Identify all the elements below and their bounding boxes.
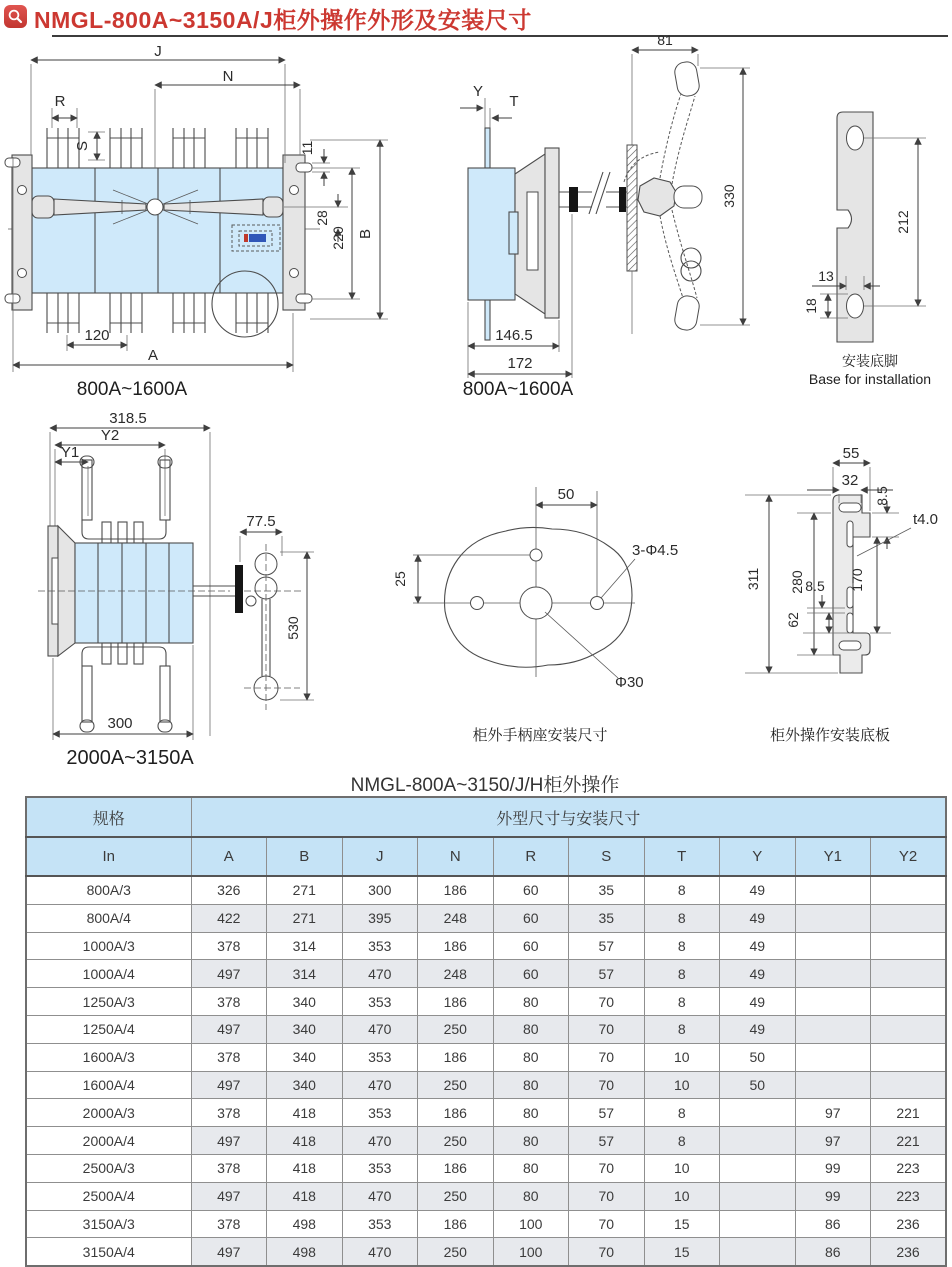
plate-slot-mid2 xyxy=(847,613,853,633)
dim-cell xyxy=(720,1154,796,1182)
dim-cell: 271 xyxy=(267,904,343,932)
dim-cell: 497 xyxy=(191,1127,267,1155)
dim-cell: 70 xyxy=(569,1238,645,1266)
seat-hole-top xyxy=(530,549,542,561)
front-view-caption: 800A~1600A xyxy=(76,379,188,400)
table-header-row-2 xyxy=(26,837,946,876)
dim-B xyxy=(310,140,388,319)
dim-label-120: 120 xyxy=(84,327,110,344)
table-title: NMGL-800A~3150/J/H柜外操作 xyxy=(350,775,620,796)
dim-label-318-5: 318.5 xyxy=(109,410,147,427)
dim-220 xyxy=(312,168,360,299)
dim-cell xyxy=(871,1015,947,1043)
col-header-r: R xyxy=(493,837,569,876)
dim-cell: 353 xyxy=(342,988,418,1016)
dim-label-300: 300 xyxy=(107,715,133,732)
dim-label-25: 25 xyxy=(392,571,408,587)
spec-cell: 2000A/4 xyxy=(26,1127,191,1155)
table-row xyxy=(26,1099,946,1127)
dim-Y2 xyxy=(55,427,165,530)
dim-cell: 326 xyxy=(191,876,267,904)
dim-cell xyxy=(795,988,871,1016)
dim-cell: 248 xyxy=(418,960,494,988)
dim-cell: 470 xyxy=(342,1238,418,1266)
spec-cell: 3150A/4 xyxy=(26,1238,191,1266)
dim-cell xyxy=(795,1015,871,1043)
dim-cell: 60 xyxy=(493,876,569,904)
dim-cell: 97 xyxy=(795,1099,871,1127)
dim-330 xyxy=(700,68,750,325)
dim-cell: 497 xyxy=(191,960,267,988)
spec-cell: 2500A/4 xyxy=(26,1182,191,1210)
dim-cell: 15 xyxy=(644,1210,720,1238)
dimension-table xyxy=(25,796,947,1267)
dim-cell: 70 xyxy=(569,1071,645,1099)
dim-cell: 186 xyxy=(418,932,494,960)
dim-label-s: S xyxy=(74,140,91,152)
dim-cell: 70 xyxy=(569,1210,645,1238)
dim-cell: 8 xyxy=(644,1127,720,1155)
col-header-t: T xyxy=(644,837,720,876)
col-header-spec: 规格 xyxy=(26,797,191,837)
dim-cell: 250 xyxy=(418,1071,494,1099)
dim-cell: 378 xyxy=(191,1099,267,1127)
dim-label-81: 81 xyxy=(657,32,673,48)
table-row xyxy=(26,1071,946,1099)
dim-cell xyxy=(871,932,947,960)
dim-label-t4: t4.0 xyxy=(913,511,939,528)
dim-cell: 100 xyxy=(493,1238,569,1266)
dim-cell: 498 xyxy=(267,1210,343,1238)
dim-cell: 50 xyxy=(720,1043,796,1071)
dim-cell: 10 xyxy=(644,1182,720,1210)
spec-cell: 1600A/4 xyxy=(26,1071,191,1099)
dim-cell: 49 xyxy=(720,960,796,988)
page-title: NMGL-800A~3150A/J柜外操作外形及安装尺寸 xyxy=(34,7,532,33)
panel-wall-hatch xyxy=(627,145,637,271)
dim-cell: 10 xyxy=(644,1071,720,1099)
dim-cell: 378 xyxy=(191,1154,267,1182)
dim-cell: 223 xyxy=(871,1154,947,1182)
base-hole-top xyxy=(847,126,864,150)
handle-seat-caption: 柜外手柄座安装尺寸 xyxy=(472,727,608,744)
dim-cell: 80 xyxy=(493,1182,569,1210)
dim-cell: 497 xyxy=(191,1238,267,1266)
dim-cell: 418 xyxy=(267,1182,343,1210)
table-row xyxy=(26,960,946,988)
dim-label-172: 172 xyxy=(507,355,533,372)
dim-cell: 340 xyxy=(267,1071,343,1099)
dim-cell: 250 xyxy=(418,1182,494,1210)
dim-cell xyxy=(871,960,947,988)
col-header-b: B xyxy=(267,837,343,876)
dim-cell: 186 xyxy=(418,1043,494,1071)
spec-cell: 1000A/4 xyxy=(26,960,191,988)
dim-cell: 57 xyxy=(569,1099,645,1127)
dim-cell: 8 xyxy=(644,876,720,904)
dim-label-11: 11 xyxy=(299,140,315,156)
dim-cell: 70 xyxy=(569,1015,645,1043)
dim-cell: 60 xyxy=(493,904,569,932)
dim-cell: 497 xyxy=(191,1071,267,1099)
seat-hole-left xyxy=(471,597,484,610)
dim-cell xyxy=(871,1071,947,1099)
col-header-a: A xyxy=(191,837,267,876)
dim-cell: 250 xyxy=(418,1238,494,1266)
dim-cell: 100 xyxy=(493,1210,569,1238)
dim-cell xyxy=(720,1210,796,1238)
seat-hole-right xyxy=(591,597,604,610)
dim-cell: 57 xyxy=(569,1127,645,1155)
dim-cell xyxy=(795,876,871,904)
dim-label-170: 170 xyxy=(849,568,865,592)
dim-cell xyxy=(871,1043,947,1071)
dim-cell xyxy=(795,932,871,960)
dim-cell: 49 xyxy=(720,904,796,932)
dim-label-220: 220 xyxy=(330,226,346,250)
dim-cell: 378 xyxy=(191,1210,267,1238)
dim-label-146-5: 146.5 xyxy=(495,327,533,344)
label-phi-30 xyxy=(545,612,644,691)
dim-cell: 186 xyxy=(418,988,494,1016)
dim-label-212: 212 xyxy=(895,210,911,234)
dim-cell xyxy=(871,876,947,904)
dim-cell: 470 xyxy=(342,1071,418,1099)
dim-cell: 221 xyxy=(871,1099,947,1127)
dim-cell: 470 xyxy=(342,1182,418,1210)
side-body xyxy=(468,148,559,318)
dim-cell: 80 xyxy=(493,1015,569,1043)
upper-busbars xyxy=(80,456,172,543)
table-row xyxy=(26,932,946,960)
dim-cell: 470 xyxy=(342,1127,418,1155)
dim-label-77-5: 77.5 xyxy=(246,513,276,530)
dim-cell xyxy=(795,1071,871,1099)
dim-cell: 86 xyxy=(795,1238,871,1266)
dim-Y1 xyxy=(55,444,88,516)
table-row xyxy=(26,988,946,1016)
dim-cell: 340 xyxy=(267,988,343,1016)
dim-cell: 49 xyxy=(720,876,796,904)
dim-cell: 314 xyxy=(267,960,343,988)
dim-50 xyxy=(536,486,597,505)
dim-cell: 8 xyxy=(644,988,720,1016)
dim-cell: 35 xyxy=(569,876,645,904)
dim-cell xyxy=(871,904,947,932)
dim-cell: 353 xyxy=(342,1210,418,1238)
dim-cell: 80 xyxy=(493,1127,569,1155)
col-header-n: N xyxy=(418,837,494,876)
dim-cell: 80 xyxy=(493,1154,569,1182)
dim-cell: 70 xyxy=(569,1154,645,1182)
dim-cell: 186 xyxy=(418,1099,494,1127)
dim-cell: 86 xyxy=(795,1210,871,1238)
dim-cell: 378 xyxy=(191,988,267,1016)
dim-cell: 300 xyxy=(342,876,418,904)
dim-cell: 80 xyxy=(493,988,569,1016)
table-row xyxy=(26,1154,946,1182)
dim-cell xyxy=(720,1182,796,1210)
dim-cell: 186 xyxy=(418,876,494,904)
side-view-caption: 800A~1600A xyxy=(462,379,574,400)
dim-cell: 80 xyxy=(493,1071,569,1099)
dim-cell: 395 xyxy=(342,904,418,932)
dim-cell: 97 xyxy=(795,1127,871,1155)
dim-cell: 353 xyxy=(342,1043,418,1071)
dim-R xyxy=(52,93,77,128)
dim-label-311: 311 xyxy=(745,567,761,591)
dim-label-phi-30: Φ30 xyxy=(615,674,644,691)
dim-cell: 50 xyxy=(720,1071,796,1099)
table-row xyxy=(26,904,946,932)
dim-cell: 10 xyxy=(644,1154,720,1182)
dim-N xyxy=(155,68,300,168)
dim-cell: 57 xyxy=(569,932,645,960)
dim-cell: 236 xyxy=(871,1210,947,1238)
dim-cell xyxy=(720,1127,796,1155)
dim-cell: 498 xyxy=(267,1238,343,1266)
dim-label-32: 32 xyxy=(841,472,859,489)
dim-cell: 378 xyxy=(191,932,267,960)
mounting-plate-caption: 柜外操作安装底板 xyxy=(769,727,891,744)
dim-cell: 8 xyxy=(644,932,720,960)
dim-cell: 418 xyxy=(267,1099,343,1127)
table-row xyxy=(26,876,946,904)
dim-120 xyxy=(67,327,127,351)
dim-cell: 353 xyxy=(342,1099,418,1127)
col-header-y: Y xyxy=(720,837,796,876)
left-bracket xyxy=(5,155,32,310)
dim-label-50: 50 xyxy=(557,486,575,503)
dim-label-13: 13 xyxy=(818,268,834,284)
dim-cell: 470 xyxy=(342,1015,418,1043)
dim-cell: 340 xyxy=(267,1043,343,1071)
dim-cell: 70 xyxy=(569,988,645,1016)
dim-cell: 186 xyxy=(418,1210,494,1238)
dim-cell: 248 xyxy=(418,904,494,932)
table-row xyxy=(26,1182,946,1210)
dim-label-r: R xyxy=(54,93,66,110)
dim-label-280: 280 xyxy=(789,570,805,594)
dim-cell: 250 xyxy=(418,1127,494,1155)
dim-label-t: T xyxy=(509,93,519,110)
dim-cell: 80 xyxy=(493,1099,569,1127)
dim-cell: 60 xyxy=(493,960,569,988)
table-body xyxy=(26,876,946,1266)
dim-label-18: 18 xyxy=(803,298,819,314)
large-frame-caption: 2000A~3150A xyxy=(66,747,194,769)
dim-cell: 271 xyxy=(267,876,343,904)
dim-cell: 186 xyxy=(418,1154,494,1182)
col-header-y1: Y1 xyxy=(795,837,871,876)
dim-cell: 8 xyxy=(644,904,720,932)
dim-label-62: 62 xyxy=(785,612,801,628)
bottom-terminals xyxy=(47,293,268,333)
col-header-j: J xyxy=(342,837,418,876)
dim-cell xyxy=(795,960,871,988)
table-row xyxy=(26,1043,946,1071)
col-header-in: In xyxy=(26,837,191,876)
dim-cell xyxy=(720,1238,796,1266)
dim-label-y: Y xyxy=(472,83,484,100)
dim-cell: 221 xyxy=(871,1127,947,1155)
dim-cell: 353 xyxy=(342,1154,418,1182)
dim-label-55: 55 xyxy=(842,445,860,462)
dim-label-8-5-mid: 8.5 xyxy=(805,578,825,594)
dim-cell xyxy=(871,988,947,1016)
dim-label-y2: Y2 xyxy=(100,427,120,444)
dim-label-8-5-top: 8.5 xyxy=(874,486,890,506)
spec-cell: 1600A/3 xyxy=(26,1043,191,1071)
dim-cell: 250 xyxy=(418,1015,494,1043)
dim-cell xyxy=(795,1043,871,1071)
plate-slot-top xyxy=(839,503,861,512)
dim-cell xyxy=(795,904,871,932)
dim-cell: 70 xyxy=(569,1182,645,1210)
dim-170 xyxy=(849,537,891,633)
dim-cell: 8 xyxy=(644,1015,720,1043)
spec-cell: 3150A/3 xyxy=(26,1210,191,1238)
base-caption-en: Base for installation xyxy=(808,371,932,387)
large-frame-drawing xyxy=(8,398,338,770)
dim-cell: 49 xyxy=(720,932,796,960)
spec-cell: 1250A/4 xyxy=(26,1015,191,1043)
col-header-y2: Y2 xyxy=(871,837,947,876)
dim-cell: 418 xyxy=(267,1127,343,1155)
dim-cell xyxy=(720,1099,796,1127)
dim-cell: 470 xyxy=(342,960,418,988)
base-hole-bottom xyxy=(847,294,864,318)
dim-cell: 80 xyxy=(493,1043,569,1071)
dim-label-j: J xyxy=(154,43,162,60)
base-caption-zh: 安装底脚 xyxy=(842,353,898,369)
spec-cell: 2500A/3 xyxy=(26,1154,191,1182)
spec-cell: 1250A/3 xyxy=(26,988,191,1016)
dim-cell: 15 xyxy=(644,1238,720,1266)
spec-cell: 2000A/3 xyxy=(26,1099,191,1127)
dim-cell: 223 xyxy=(871,1182,947,1210)
dim-label-y1: Y1 xyxy=(60,444,80,461)
dim-cell: 8 xyxy=(644,960,720,988)
table-row xyxy=(26,1238,946,1266)
dim-cell: 314 xyxy=(267,932,343,960)
dim-label-28: 28 xyxy=(314,210,330,226)
dim-label-n: N xyxy=(222,68,234,85)
dim-cell: 10 xyxy=(644,1043,720,1071)
drive-shaft xyxy=(559,172,627,214)
dim-cell: 57 xyxy=(569,960,645,988)
table-row xyxy=(26,1127,946,1155)
dim-cell: 99 xyxy=(795,1182,871,1210)
dim-cell: 418 xyxy=(267,1154,343,1182)
dim-cell: 60 xyxy=(493,932,569,960)
dim-530 xyxy=(280,552,314,700)
label-3-holes xyxy=(601,542,678,598)
dim-cell: 236 xyxy=(871,1238,947,1266)
dim-cell: 378 xyxy=(191,1043,267,1071)
spec-cell: 800A/3 xyxy=(26,876,191,904)
dim-cell: 422 xyxy=(191,904,267,932)
handle-seat-drawing xyxy=(388,424,688,754)
plate-slot-bottom xyxy=(839,641,861,650)
table-row xyxy=(26,1210,946,1238)
dim-Y-T xyxy=(460,83,519,128)
magnifier-badge-icon xyxy=(4,5,27,28)
dim-cell: 340 xyxy=(267,1015,343,1043)
dim-label-b: B xyxy=(357,228,374,240)
dim-cell: 70 xyxy=(569,1043,645,1071)
right-bracket xyxy=(283,155,312,310)
dim-cell: 497 xyxy=(191,1015,267,1043)
dim-cell: 497 xyxy=(191,1182,267,1210)
dim-label-530: 530 xyxy=(285,616,301,640)
base-drawing xyxy=(800,38,952,406)
dim-cell: 99 xyxy=(795,1154,871,1182)
magnifier-glyph-icon xyxy=(7,8,24,25)
dim-cell: 8 xyxy=(644,1099,720,1127)
spec-cell: 1000A/3 xyxy=(26,932,191,960)
spec-cell: 800A/4 xyxy=(26,904,191,932)
col-header-dims-group: 外型尺寸与安装尺寸 xyxy=(191,797,946,837)
plate-slot-upper xyxy=(847,521,853,547)
dim-label-330: 330 xyxy=(721,184,737,208)
col-header-s: S xyxy=(569,837,645,876)
dim-cell: 35 xyxy=(569,904,645,932)
dim-label-a: A xyxy=(147,347,159,364)
mounting-plate-drawing xyxy=(695,424,952,756)
dim-label-3-phi-4-5: 3-Φ4.5 xyxy=(632,542,679,559)
dim-cell: 353 xyxy=(342,932,418,960)
dim-cell: 49 xyxy=(720,1015,796,1043)
dim-25 xyxy=(392,555,418,603)
side-view-drawing xyxy=(398,34,783,400)
front-view-drawing xyxy=(8,42,398,402)
dim-8-5-top xyxy=(872,486,899,549)
dim-cell: 49 xyxy=(720,988,796,1016)
table-row xyxy=(26,1015,946,1043)
table-header-row-1 xyxy=(26,797,946,837)
